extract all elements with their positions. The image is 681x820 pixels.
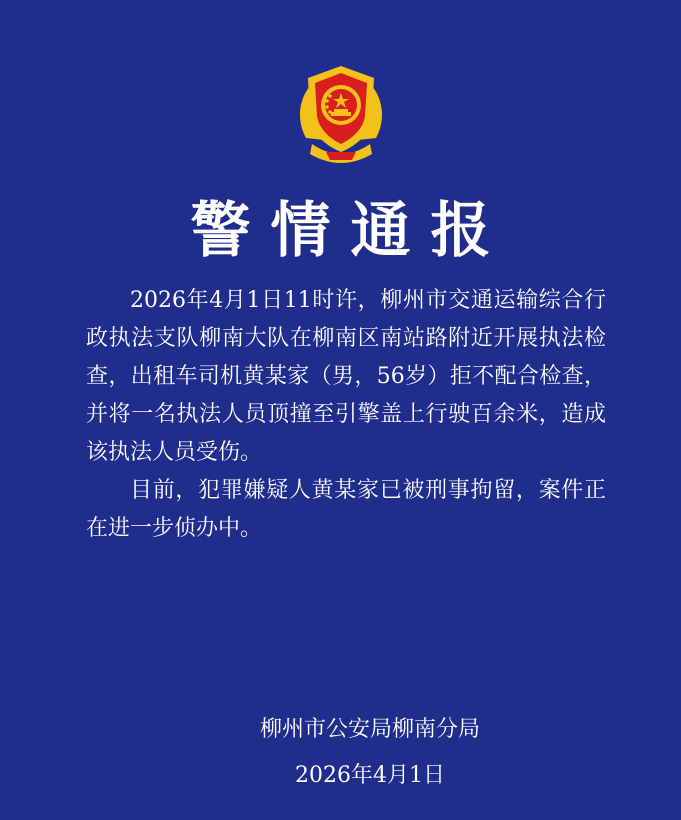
- notice-body: [86, 282, 606, 548]
- notice-paragraph: 目前，犯罪嫌疑人黄某家已被刑事拘留，案件正在进一步侦办中。: [86, 478, 606, 541]
- issue-date: 2026年4月1日: [295, 763, 445, 788]
- issuer-name: 柳州市公安局柳南分局: [259, 717, 480, 742]
- notice-title: 警情通报: [190, 196, 511, 266]
- notice-signature: [240, 707, 500, 799]
- notice-paragraph: 2026年4月1日11时许，柳州市交通运输综合行政执法支队柳南大队在柳南区南站路附近开展执法检查，出租车司机黄某家（男，56岁）拒不配合检查，并将一名执法人员顶撞至引擎盖上行驶百余米，造成该执法人员受伤。: [86, 288, 606, 465]
- police-emblem-icon: [286, 60, 396, 170]
